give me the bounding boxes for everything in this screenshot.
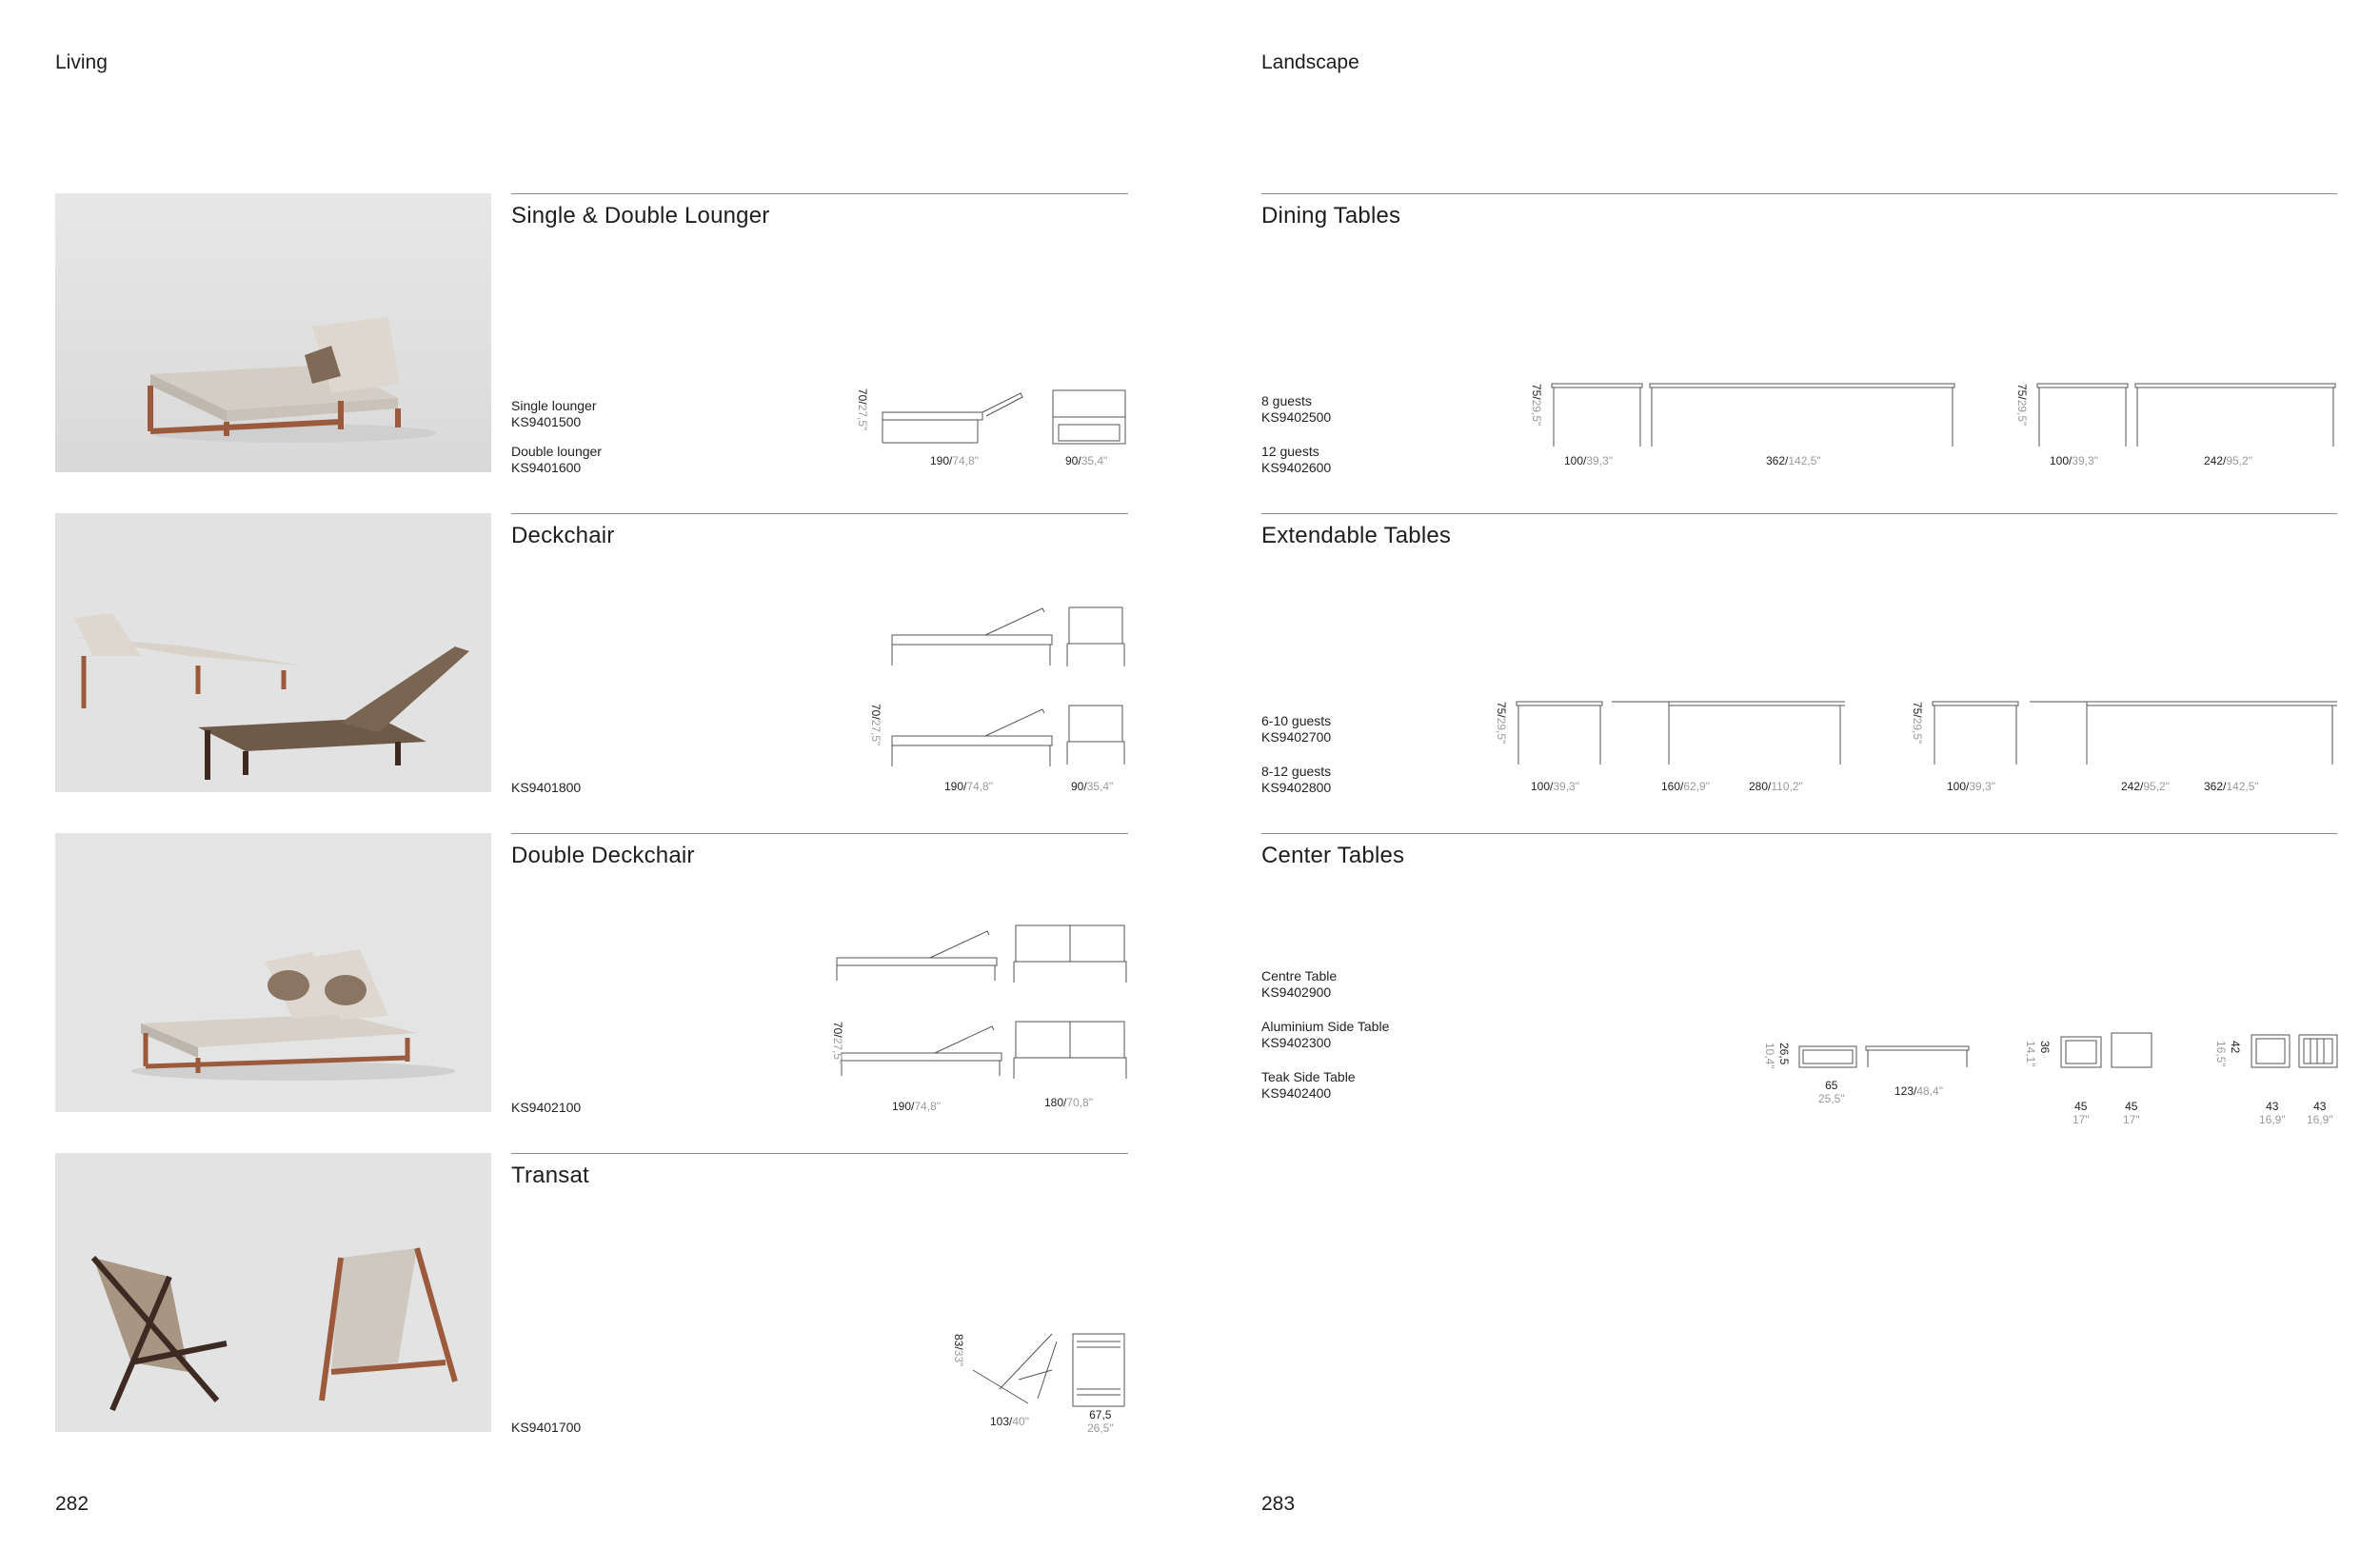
dining-tables-section <box>1261 193 2337 475</box>
deckchair-section <box>511 513 1128 795</box>
aluminium-height-in: 14,1" <box>2024 1041 2037 1067</box>
section-rule <box>511 833 1128 834</box>
deckchair-photo <box>55 513 491 792</box>
transat-code: KS9401700 <box>511 1420 582 1435</box>
page-header-left: Living <box>55 51 108 73</box>
centre-table-front <box>1799 1044 1856 1069</box>
deckchair-side-drawing-1 <box>890 599 1057 666</box>
section-rule <box>511 513 1128 514</box>
variant-label: Aluminium Side Table <box>1261 1019 1390 1034</box>
variant-label: Double lounger <box>511 444 602 459</box>
deckchair-front-drawing-2 <box>1065 704 1126 765</box>
dining-tables-title: Dining Tables <box>1261 203 1401 229</box>
extendable-a-width: 100/39,3" <box>1531 780 1579 793</box>
lounger-length: 190/74,8" <box>930 454 979 467</box>
teak-height: 42 <box>2229 1041 2242 1054</box>
double-deckchair-length: 190/74,8" <box>892 1100 941 1113</box>
section-rule <box>1261 833 2337 834</box>
aluminium-table-front <box>2061 1035 2101 1069</box>
lounger-variant-double <box>511 444 602 476</box>
lounger-title: Single & Double Lounger <box>511 203 770 229</box>
extendable-variant-8-12 <box>1261 764 1331 796</box>
teak-table-side <box>2299 1033 2337 1069</box>
lounger-variant-single <box>511 398 597 430</box>
teak-side-table-variant <box>1261 1069 1356 1102</box>
variant-code: KS9402800 <box>1261 780 1332 795</box>
extendable-b-front <box>1933 700 2018 766</box>
variant-code: KS9401500 <box>511 414 582 429</box>
extendable-a-length-ext: 280/110,2" <box>1749 780 1803 793</box>
deckchair-height: 70/27,5" <box>869 704 883 746</box>
double-deckchair-height: 70/27,5" <box>831 1022 844 1064</box>
dining-variant-12 <box>1261 444 1331 476</box>
variant-label: 8-12 guests <box>1261 764 1332 779</box>
variant-code: KS9402300 <box>1261 1035 1332 1050</box>
variant-label: Single lounger <box>511 398 597 413</box>
dining-table-a-side <box>1650 382 1954 448</box>
extendable-b-length: 242/95,2" <box>2121 780 2170 793</box>
center-tables-section <box>1261 833 2337 1126</box>
centre-table-side <box>1866 1044 1969 1069</box>
lounger-height: 70/27,5" <box>856 388 869 431</box>
extendable-a-side <box>1612 700 1845 766</box>
teak-depth: 43 16,9" <box>2307 1100 2333 1126</box>
section-rule <box>1261 193 2337 194</box>
variant-code: KS9402700 <box>1261 729 1332 745</box>
centre-height-in: 10,4" <box>1763 1043 1776 1069</box>
lounger-side-drawing <box>878 384 1049 441</box>
dining-b-width: 100/39,3" <box>2050 454 2098 467</box>
deckchair-front-drawing-1 <box>1065 606 1126 666</box>
extendable-variant-6-10 <box>1261 713 1331 745</box>
double-deckchair-front-drawing-2 <box>1014 1020 1126 1079</box>
variant-code: KS9401600 <box>511 460 582 475</box>
extendable-a-length: 160/62,9" <box>1661 780 1710 793</box>
section-rule <box>511 193 1128 194</box>
transat-title: Transat <box>511 1162 589 1188</box>
dining-a-height: 75/29,5" <box>1530 384 1543 427</box>
double-deckchair-code: KS9402100 <box>511 1100 582 1115</box>
transat-side-drawing <box>971 1332 1057 1408</box>
lounger-width: 90/35,4" <box>1065 454 1108 467</box>
extendable-b-length-ext: 362/142,5" <box>2204 780 2259 793</box>
extendable-b-side <box>2030 700 2337 766</box>
dining-a-length: 362/142,5" <box>1766 454 1821 467</box>
variant-label: Centre Table <box>1261 968 1338 984</box>
transat-height: 83/33" <box>952 1334 965 1367</box>
transat-photo <box>55 1153 491 1432</box>
deckchair-title: Deckchair <box>511 523 615 548</box>
transat-section <box>511 1153 1128 1435</box>
deckchair-code: KS9401800 <box>511 780 582 795</box>
deckchair-side-drawing-2 <box>890 700 1057 766</box>
lounger-front-drawing <box>1051 388 1127 446</box>
aluminium-table-side <box>2112 1031 2152 1069</box>
variant-label: 6-10 guests <box>1261 713 1332 728</box>
dining-b-height: 75/29,5" <box>2015 384 2029 427</box>
teak-table-front <box>2251 1033 2290 1069</box>
deckchair-length: 190/74,8" <box>944 780 993 793</box>
double-deckchair-section <box>511 833 1128 1115</box>
extendable-tables-section <box>1261 513 2337 795</box>
double-deckchair-photo <box>55 833 491 1112</box>
section-rule <box>511 1153 1128 1154</box>
double-deckchair-side-drawing-2 <box>840 1019 1006 1076</box>
centre-length: 123/48,4" <box>1894 1084 1943 1098</box>
double-deckchair-width: 180/70,8" <box>1044 1096 1093 1109</box>
extendable-b-height: 75/29,5" <box>1911 702 1924 745</box>
dining-table-b-front <box>2037 382 2128 448</box>
page-number-left: 282 <box>55 1493 89 1515</box>
double-deckchair-side-drawing-1 <box>835 924 1002 981</box>
variant-code: KS9402600 <box>1261 460 1332 475</box>
centre-table-variant <box>1261 968 1337 1001</box>
section-rule <box>1261 513 2337 514</box>
extendable-tables-title: Extendable Tables <box>1261 523 1452 548</box>
aluminium-depth: 45 17" <box>2123 1100 2140 1126</box>
double-deckchair-front-drawing-1 <box>1014 924 1126 983</box>
dining-a-width: 100/39,3" <box>1564 454 1613 467</box>
dining-table-a-front <box>1552 382 1642 448</box>
lounger-section <box>511 193 1128 475</box>
variant-label: 8 guests <box>1261 393 1312 408</box>
centre-height: 26,5 <box>1777 1043 1791 1065</box>
variant-code: KS9402900 <box>1261 984 1332 1000</box>
teak-height-in: 16,5" <box>2214 1041 2228 1067</box>
aluminium-side-table-variant <box>1261 1019 1389 1051</box>
aluminium-width: 45 17" <box>2073 1100 2090 1126</box>
lounger-photo <box>55 193 491 472</box>
variant-label: 12 guests <box>1261 444 1319 459</box>
extendable-a-front <box>1517 700 1602 766</box>
variant-code: KS9402400 <box>1261 1085 1332 1101</box>
transat-width: 67,5 26,5" <box>1087 1408 1114 1435</box>
teak-width: 43 16,9" <box>2259 1100 2286 1126</box>
centre-width: 65 25,5" <box>1818 1079 1845 1105</box>
page-number-right: 283 <box>1261 1493 1296 1515</box>
extendable-a-height: 75/29,5" <box>1495 702 1508 745</box>
deckchair-width: 90/35,4" <box>1071 780 1114 793</box>
dining-table-b-side <box>2135 382 2335 448</box>
dining-b-length: 242/95,2" <box>2204 454 2252 467</box>
transat-front-drawing <box>1071 1332 1126 1408</box>
double-deckchair-title: Double Deckchair <box>511 843 695 868</box>
page-header-right: Landscape <box>1261 51 1359 73</box>
dining-variant-8 <box>1261 393 1331 426</box>
transat-length: 103/40" <box>990 1415 1029 1428</box>
extendable-b-width: 100/39,3" <box>1947 780 1995 793</box>
variant-label: Teak Side Table <box>1261 1069 1356 1084</box>
variant-code: KS9402500 <box>1261 409 1332 425</box>
center-tables-title: Center Tables <box>1261 843 1405 868</box>
aluminium-height: 36 <box>2038 1041 2052 1054</box>
